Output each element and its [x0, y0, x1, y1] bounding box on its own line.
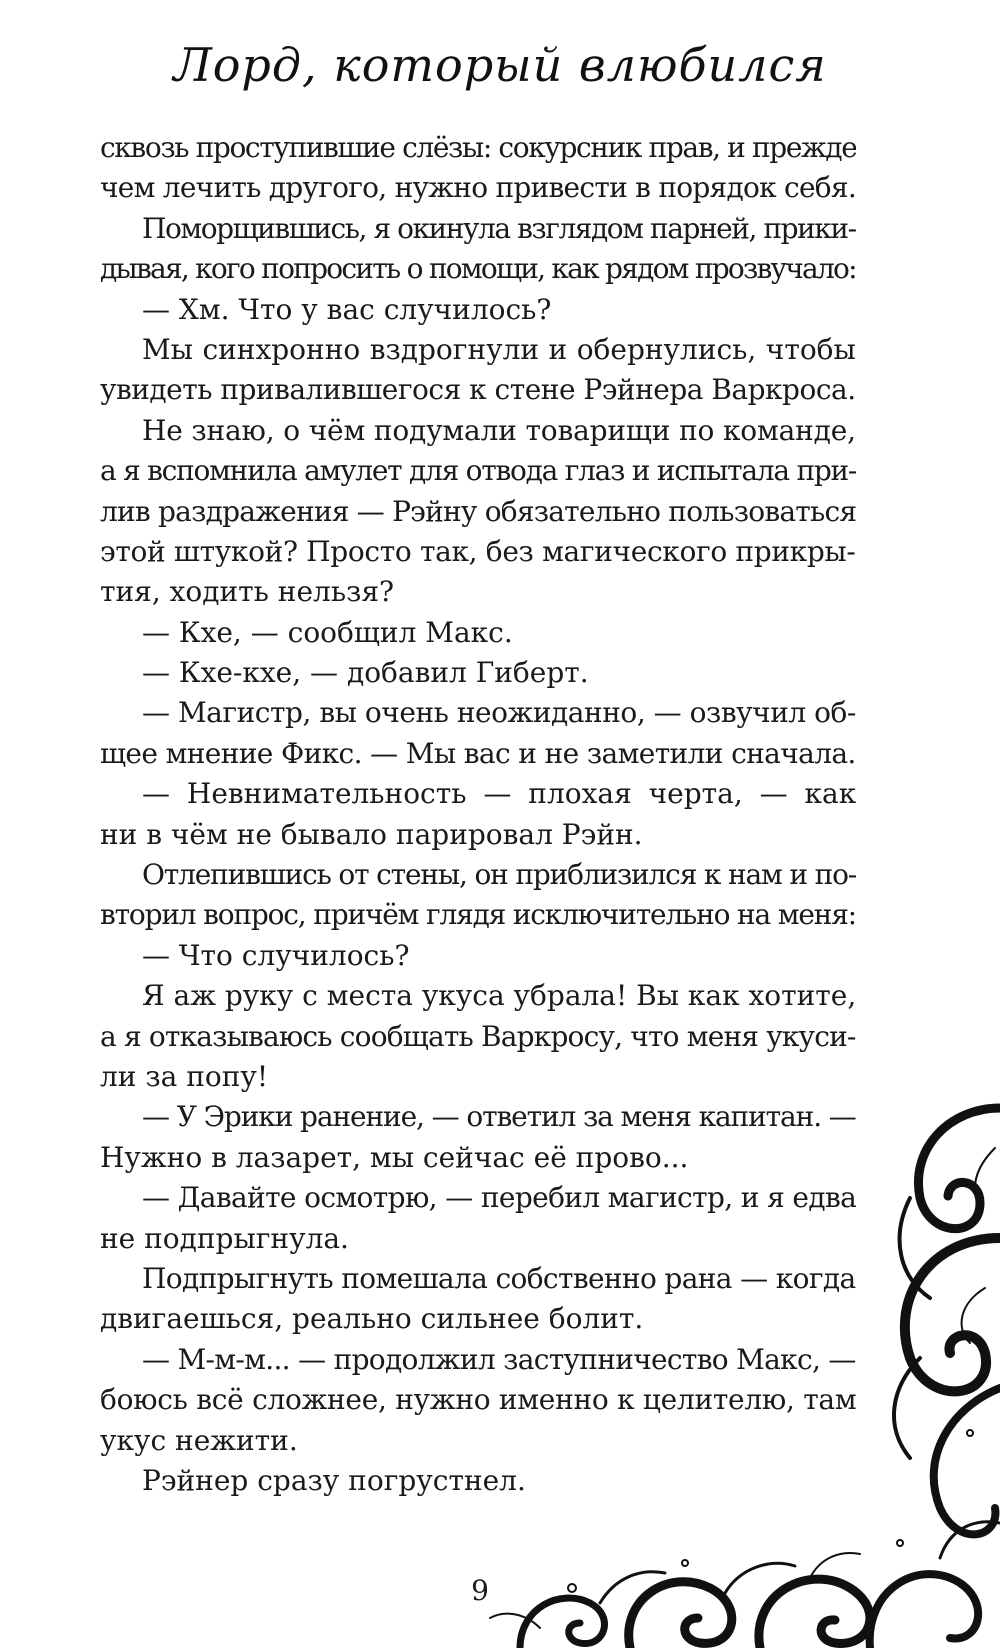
- text-line: увидеть привалившегося к стене Рэйнера Варкроса.: [100, 373, 856, 407]
- text-line: дывая, кого попросить о помощи, как рядом прозвучало:: [100, 252, 856, 286]
- text-line: Подпрыгнуть помешала собственно рана — когда: [142, 1261, 856, 1295]
- text-line: — Хм. Что у вас случилось?: [142, 292, 552, 326]
- text-line: Нужно в лазарет, мы сейчас её прово...: [100, 1140, 689, 1174]
- text-line: боюсь всё сложнее, нужно именно к целителю, там: [100, 1383, 856, 1417]
- text-line: чем лечить другого, нужно привести в порядок себя.: [100, 171, 856, 205]
- text-line: ли за попу!: [100, 1059, 269, 1093]
- text-line: — Что случилось?: [142, 938, 410, 972]
- text-line: — У Эрики ранение, — ответил за меня капитан. —: [142, 1100, 856, 1134]
- text-line: Я аж руку с места укуса убрала! Вы как хотите,: [142, 979, 856, 1013]
- text-line: двигаешься, реально сильнее болит.: [100, 1302, 644, 1336]
- running-header-title: Лорд, который влюбился: [173, 38, 827, 92]
- text-line: — М-м-м... — продолжил заступничество Макс, —: [142, 1342, 856, 1376]
- text-line: тия, ходить нельзя?: [100, 575, 395, 609]
- text-line: Не знаю, о чём подумали товарищи по команде,: [142, 413, 856, 447]
- text-line: сквозь проступившие слёзы: сокурсник прав, и прежде: [100, 131, 856, 164]
- text-line: — Невнимательность — плохая черта, — как: [142, 777, 856, 811]
- text-line: лив раздражения — Рэйну обязательно пользоваться: [100, 494, 856, 528]
- text-line: этой штукой? Просто так, без магического прикры-: [100, 534, 856, 568]
- text-line: вторил вопрос, причём глядя исключительно на меня:: [100, 898, 856, 932]
- text-line: Поморщившись, я окинула взглядом парней, прики-: [142, 211, 856, 245]
- text-line: а я вспомнила амулет для отвода глаз и испытала при-: [100, 454, 856, 488]
- text-line: щее мнение Фикс. — Мы вас и не заметили сначала.: [100, 736, 856, 770]
- page-number: 9: [471, 1574, 489, 1607]
- text-line: — Кхе-кхе, — добавил Гиберт.: [142, 656, 589, 690]
- text-line: ни в чём не бывало парировал Рэйн.: [100, 817, 643, 851]
- text-line: — Давайте осмотрю, — перебил магистр, и я едва: [142, 1181, 856, 1215]
- text-line: Рэйнер сразу погрустнел.: [142, 1463, 526, 1497]
- text-line: не подпрыгнула.: [100, 1221, 349, 1255]
- text-line: Мы синхронно вздрогнули и обернулись, чтобы: [142, 332, 856, 366]
- text-line: укус нежити.: [100, 1423, 298, 1457]
- text-line: — Магистр, вы очень неожиданно, — озвучил об-: [142, 696, 856, 730]
- page-text: [100, 128, 856, 1501]
- text-line: — Кхе, — сообщил Макс.: [142, 615, 513, 649]
- text-line: Отлепившись от стены, он приблизился к нам и по-: [142, 858, 856, 892]
- text-line: а я отказываюсь сообщать Варкросу, что меня укуси-: [100, 1019, 856, 1053]
